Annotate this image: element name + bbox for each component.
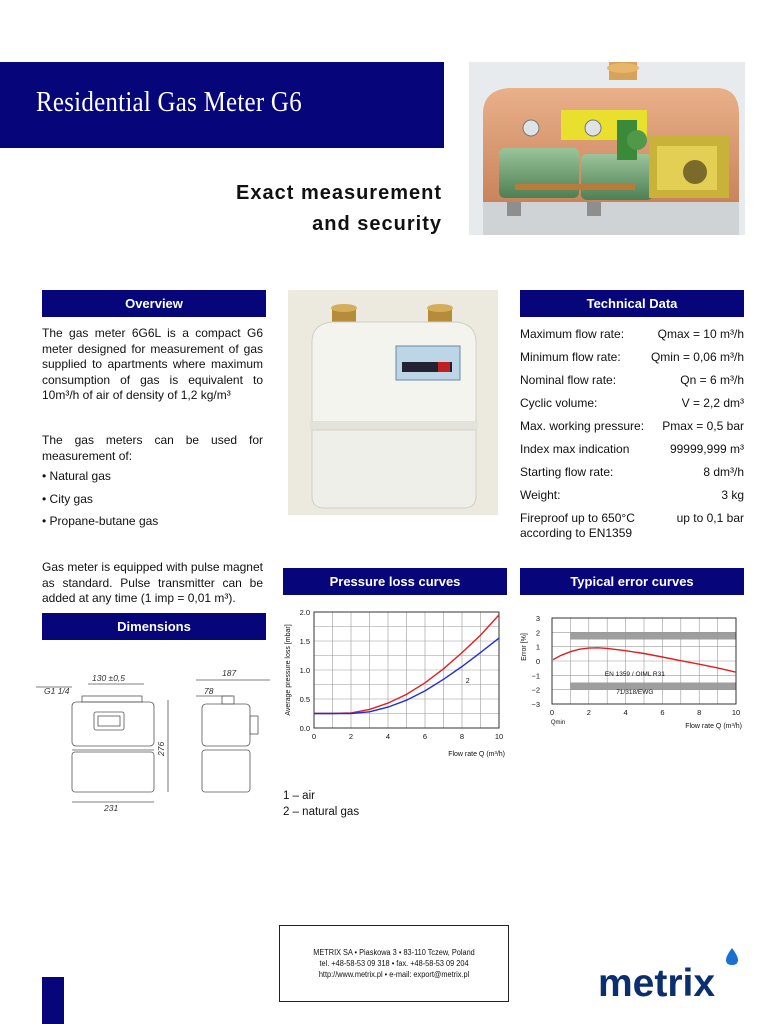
tech-row <box>520 488 744 502</box>
pressure-heading: Pressure loss curves <box>283 568 507 595</box>
contact-web: http://www.metrix.pl • e-mail: export@metrix.pl <box>318 970 470 979</box>
curve-label: 2 <box>465 677 470 685</box>
tech-row <box>520 327 744 341</box>
tech-row <box>520 419 744 433</box>
pressure-legend <box>283 789 359 820</box>
x-axis-label: Flow rate Q (m³/h) <box>448 751 505 758</box>
y-axis-label: Error [%] <box>521 633 528 661</box>
tech-label: Starting flow rate: <box>520 465 614 479</box>
overview-paragraph-3: Gas meter is equipped with pulse magnet as standard. Pulse transmitter can be added at any time (1 imp = 0,01 m³). <box>42 560 263 605</box>
tagline-line-1: Exact measurement <box>236 182 442 204</box>
tech-value: 3 kg <box>721 488 744 502</box>
y-axis-label: Average pressure loss [mbar] <box>285 624 292 716</box>
tech-label: Fireproof up to 650°C according to EN1359 <box>520 511 635 540</box>
spacing-label: 130 ±0,5 <box>92 673 126 683</box>
overview-bullet: • Natural gas <box>42 469 111 483</box>
corner-mark <box>42 977 64 1024</box>
tech-value: up to 0,1 bar <box>676 511 744 525</box>
tech-label: Maximum flow rate: <box>520 327 625 341</box>
tech-value: 99999,999 m³ <box>669 442 744 456</box>
band-label-oiml: EN 1359 / OIML R31 <box>604 671 665 679</box>
height-label: 276 <box>156 741 166 756</box>
y-tick-label: −3 <box>531 700 540 709</box>
tech-row <box>520 350 744 364</box>
legend-air: 1 – air <box>283 790 315 802</box>
tech-label: Index max indication <box>520 442 630 456</box>
error-curve <box>553 648 736 672</box>
thread-label: G1 1/4 <box>44 686 70 696</box>
tech-label: Weight: <box>520 488 561 502</box>
y-tick-label: −1 <box>531 671 540 681</box>
tagline-line-2: and security <box>312 213 442 235</box>
contact-box <box>279 925 509 1002</box>
tech-row <box>520 396 744 410</box>
page-title: Residential Gas Meter G6 <box>36 86 302 118</box>
y-tick-label: 2.0 <box>299 608 310 617</box>
y-tick-label: 0.0 <box>299 724 310 733</box>
y-tick-label: −2 <box>531 685 540 695</box>
y-tick-label: 1 <box>535 642 540 652</box>
legend-natural-gas: 2 – natural gas <box>283 805 360 818</box>
x-axis-label: Flow rate Q (m³/h) <box>685 723 742 730</box>
x-tick-label: 6 <box>660 708 665 717</box>
tech-row <box>520 465 744 479</box>
x-tick-label: 6 <box>422 732 428 741</box>
tech-label: Nominal flow rate: <box>520 373 617 387</box>
tech-row <box>520 442 744 456</box>
tech-value: V = 2,2 dm³ <box>681 396 744 410</box>
x-tick-label: 0 <box>549 708 555 717</box>
side-top-label: 78 <box>204 686 214 696</box>
metrix-logo <box>598 946 748 1006</box>
error-heading: Typical error curves <box>520 568 744 595</box>
dimensions-heading: Dimensions <box>42 613 266 640</box>
depth-label: 187 <box>222 668 237 678</box>
y-tick-label: 0 <box>535 657 540 666</box>
overview-paragraph-2: The gas meters can be used for measurement of: <box>42 433 263 463</box>
y-tick-label: 3 <box>535 614 540 623</box>
x-tick-label: 8 <box>459 732 465 741</box>
error-chart <box>514 606 746 742</box>
x-tick-label: 8 <box>697 708 702 717</box>
tech-value: Pmax = 0,5 bar <box>662 419 744 433</box>
meter-photo <box>288 290 498 515</box>
x-tick-label: 0 <box>311 732 317 741</box>
tech-value: 8 dm³/h <box>703 465 744 479</box>
y-tick-label: 1.0 <box>299 666 310 675</box>
overview-bullet: • City gas <box>42 492 93 506</box>
band-label-ewg: 71/318/EWG <box>616 688 654 696</box>
contact-address: METRIX SA • Piaskowa 3 • 83-110 Tczew, Poland <box>313 948 475 957</box>
contact-phone: tel. +48-58-53 09 318 • fax. +48-58-53 09 204 <box>319 959 469 968</box>
qmin-label: Qmin <box>550 720 566 726</box>
tech-value: Qmax = 10 m³/h <box>657 327 744 341</box>
logo-wordmark: metrix <box>598 962 716 1005</box>
x-tick-label: 2 <box>586 708 591 717</box>
x-tick-label: 2 <box>348 732 354 741</box>
tech-row <box>520 511 744 541</box>
tech-label: Max. working pressure: <box>520 419 645 433</box>
overview-bullet: • Propane-butane gas <box>42 514 159 528</box>
technical-heading: Technical Data <box>520 290 744 317</box>
meter-cutaway-image <box>469 62 745 235</box>
tagline <box>236 178 442 240</box>
x-tick-label: 4 <box>385 732 391 741</box>
width-label: 231 <box>104 803 119 813</box>
pressure-chart <box>280 600 510 770</box>
dimension-drawing <box>36 660 276 820</box>
tech-label: Cyclic volume: <box>520 396 598 410</box>
overview-paragraph-1: The gas meter 6G6L is a compact G6 meter designed for measurement of gas supplied to apartments where maximum consumption of gas is equivalent to 10m³/h of air of density of 1,2 kg/m³ <box>42 326 263 402</box>
tech-row <box>520 373 744 387</box>
x-tick-label: 10 <box>494 732 504 741</box>
x-tick-label: 10 <box>731 708 741 717</box>
tech-label: Minimum flow rate: <box>520 350 621 364</box>
tech-value: Qn = 6 m³/h <box>680 373 744 387</box>
y-tick-label: 1.5 <box>299 637 310 646</box>
y-tick-label: 0.5 <box>299 695 310 704</box>
y-tick-label: 2 <box>535 628 540 638</box>
tolerance-band-upper <box>570 632 736 639</box>
x-tick-label: 4 <box>623 708 628 717</box>
tech-value: Qmin = 0,06 m³/h <box>650 350 744 364</box>
overview-heading: Overview <box>42 290 266 317</box>
